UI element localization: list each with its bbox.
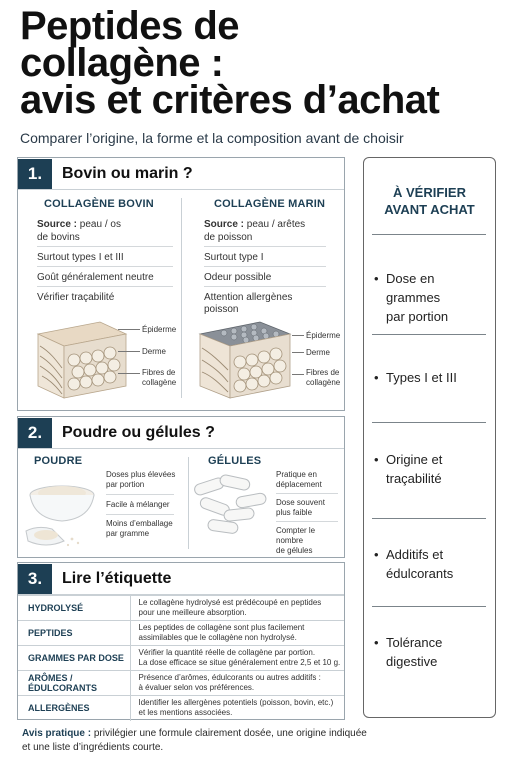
row-value-2: et les mentions associées. bbox=[138, 708, 233, 718]
row-value bbox=[130, 671, 344, 696]
row-value-2: pour une meilleure absorption. bbox=[138, 608, 247, 617]
capsules-point-2 bbox=[276, 498, 325, 518]
marin-source-text: peau / arêtes bbox=[246, 219, 306, 230]
powder-point-2: Facile à mélanger bbox=[106, 500, 170, 509]
note-label: Avis pratique : bbox=[22, 728, 92, 739]
row-key: GRAMMES PAR DOSE bbox=[18, 646, 130, 671]
leader-line bbox=[292, 374, 304, 375]
row-key: HYDROLYSÉ bbox=[18, 596, 130, 621]
table-row bbox=[18, 696, 344, 721]
capsules-point-1-a: Pratique en bbox=[276, 470, 317, 479]
checklist-title-2: AVANT ACHAT bbox=[384, 202, 475, 217]
title-line-1: Peptides de bbox=[20, 4, 240, 48]
capsules-illustration bbox=[190, 473, 272, 537]
divider bbox=[37, 286, 173, 287]
marin-heading: COLLAGÈNE MARIN bbox=[214, 198, 326, 210]
bovin-label-epidermis: Épiderme bbox=[142, 325, 177, 334]
bullet-icon: • bbox=[374, 452, 379, 467]
marin-label-fibers bbox=[306, 368, 340, 388]
checklist-title bbox=[364, 184, 495, 218]
section-number: 2. bbox=[18, 418, 52, 448]
row-value-2: assimilables que le collagène non hydrolysé. bbox=[138, 633, 297, 642]
divider bbox=[276, 493, 338, 494]
checklist-item-text: Types I et III bbox=[386, 370, 457, 385]
table-row bbox=[18, 646, 344, 671]
checklist-item bbox=[374, 368, 492, 387]
column-divider bbox=[188, 457, 189, 549]
bovin-traceability: Vérifier traçabilité bbox=[37, 292, 115, 303]
powder-point-3-b: par gramme bbox=[106, 529, 150, 538]
row-value-1: Vérifier la quantité réelle de collagène par portion. bbox=[138, 648, 316, 657]
checklist-title-1: À VÉRIFIER bbox=[393, 185, 466, 200]
table-row bbox=[18, 671, 344, 696]
divider bbox=[372, 518, 486, 519]
checklist-item bbox=[374, 450, 492, 488]
leader-line bbox=[118, 329, 140, 330]
divider bbox=[37, 266, 173, 267]
row-value bbox=[130, 621, 344, 646]
powder-point-3 bbox=[106, 519, 173, 539]
bovin-types: Surtout types I et III bbox=[37, 252, 124, 263]
bovin-taste: Goût généralement neutre bbox=[37, 272, 154, 283]
row-key: ARÔMES / ÉDULCORANTS bbox=[18, 671, 130, 696]
leader-line bbox=[118, 351, 140, 352]
title-line-2: collagène : bbox=[20, 41, 224, 85]
leader-line bbox=[292, 335, 304, 336]
capsules-point-3 bbox=[276, 526, 344, 556]
marin-source bbox=[204, 218, 305, 231]
marin-label-dermis: Derme bbox=[306, 348, 331, 357]
section-origin bbox=[17, 157, 345, 411]
checklist-item-text: Dose en grammes bbox=[386, 271, 441, 305]
marin-types: Surtout type I bbox=[204, 252, 264, 263]
marin-label-fibers-1: Fibres de bbox=[306, 368, 340, 377]
capsules-point-2-b: plus faible bbox=[276, 508, 313, 517]
divider bbox=[106, 514, 174, 515]
bovin-source-text-2: de bovins bbox=[37, 232, 80, 243]
row-value bbox=[130, 646, 344, 671]
bovin-skin-illustration bbox=[30, 316, 128, 404]
divider bbox=[372, 422, 486, 423]
capsules-point-1 bbox=[276, 470, 322, 490]
bullet-icon: • bbox=[374, 271, 379, 286]
bovin-label-fibers bbox=[142, 368, 176, 388]
bullet-icon: • bbox=[374, 370, 379, 385]
capsules-point-2-a: Dose souvent bbox=[276, 498, 325, 507]
section-number: 3. bbox=[18, 564, 52, 594]
checklist-item-text-2: par portion bbox=[386, 309, 449, 324]
marin-source-text-2: de poisson bbox=[204, 232, 253, 243]
section-title: Lire l’étiquette bbox=[62, 569, 172, 587]
title-line-3: avis et critères d’achat bbox=[20, 78, 440, 122]
section-number: 1. bbox=[18, 159, 52, 189]
divider bbox=[372, 234, 486, 235]
row-key: PEPTIDES bbox=[18, 621, 130, 646]
powder-point-1-a: Doses plus élevées bbox=[106, 470, 176, 479]
checklist-item-text: Additifs et bbox=[386, 547, 444, 562]
section-header bbox=[18, 158, 344, 190]
bovin-source-text: peau / os bbox=[79, 219, 121, 230]
divider bbox=[372, 606, 486, 607]
note-text-2: et une liste d’ingrédients courte. bbox=[22, 742, 164, 753]
section-header bbox=[18, 417, 344, 449]
row-value-1: Les peptides de collagène sont plus facilement bbox=[138, 623, 305, 632]
bovin-heading: COLLAGÈNE BOVIN bbox=[44, 198, 154, 210]
marin-source-label: Source : bbox=[204, 219, 245, 230]
divider bbox=[204, 266, 326, 267]
divider bbox=[204, 286, 326, 287]
powder-point-1-b: par portion bbox=[106, 480, 145, 489]
bovin-source-label: Source : bbox=[37, 219, 78, 230]
capsules-point-1-b: déplacement bbox=[276, 480, 322, 489]
marin-label-fibers-2: collagène bbox=[306, 378, 341, 387]
label-table bbox=[18, 595, 344, 721]
divider bbox=[372, 334, 486, 335]
leader-line bbox=[118, 373, 140, 374]
leader-line bbox=[292, 352, 304, 353]
page-subtitle: Comparer l’origine, la forme et la composition avant de choisir bbox=[20, 130, 404, 146]
checklist-item-text: Origine et bbox=[386, 452, 443, 467]
marin-label-epidermis: Épiderme bbox=[306, 331, 341, 340]
row-value-1: Le collagène hydrolysé est prédécoupé en peptides bbox=[138, 598, 322, 607]
powder-heading: POUDRE bbox=[34, 455, 83, 467]
marin-allergens-1: Attention allergènes bbox=[204, 292, 293, 303]
divider bbox=[106, 494, 174, 495]
row-key: ALLERGÈNES bbox=[18, 696, 130, 721]
bovin-label-dermis: Derme bbox=[142, 347, 167, 356]
checklist-item-text-2: édulcorants bbox=[386, 566, 454, 581]
row-value-1: Identifier les allergènes potentiels (poisson, bovin, etc.) bbox=[138, 698, 334, 708]
bullet-icon: • bbox=[374, 547, 379, 562]
page-title bbox=[20, 4, 500, 122]
bovin-label-fibers-1: Fibres de bbox=[142, 368, 176, 377]
row-value-2: à évaluer selon vos préférences. bbox=[138, 683, 255, 692]
bovin-label-fibers-2: collagène bbox=[142, 378, 177, 387]
checklist-item bbox=[374, 269, 492, 326]
capsules-point-3-a: Compter le nombre bbox=[276, 526, 316, 545]
checklist-panel bbox=[363, 157, 496, 718]
section-header bbox=[18, 563, 344, 595]
row-value bbox=[130, 696, 344, 721]
checklist-item bbox=[374, 633, 492, 671]
bovin-source bbox=[37, 218, 121, 231]
checklist-item-text-2: digestive bbox=[386, 654, 438, 669]
row-value bbox=[130, 596, 344, 621]
section-title: Poudre ou gélules ? bbox=[62, 423, 215, 441]
table-row bbox=[18, 596, 344, 621]
marin-skin-illustration bbox=[194, 318, 294, 404]
checklist-item bbox=[374, 545, 492, 583]
powder-point-3-a: Moins d’emballage bbox=[106, 519, 173, 528]
divider bbox=[204, 246, 326, 247]
marin-smell: Odeur possible bbox=[204, 272, 272, 283]
bullet-icon: • bbox=[374, 635, 379, 650]
checklist-item-text: Tolérance bbox=[386, 635, 443, 650]
row-value-1: Présence d’arômes, édulcorants ou autres additifs : bbox=[138, 673, 321, 682]
table-row bbox=[18, 621, 344, 646]
powder-point-1 bbox=[106, 470, 175, 490]
section-form bbox=[17, 416, 345, 558]
practical-note bbox=[22, 727, 382, 755]
capsules-point-3-b: de gélules bbox=[276, 546, 313, 555]
powder-bowl-illustration bbox=[24, 469, 100, 553]
divider bbox=[37, 246, 173, 247]
note-text-1: privilégier une formule clairement dosée, une origine indiquée bbox=[91, 728, 367, 739]
section-label bbox=[17, 562, 345, 720]
marin-allergens-2: poisson bbox=[204, 304, 239, 315]
row-value-2: La dose efficace se situe généralement entre 2,5 et 10 g. bbox=[138, 658, 341, 667]
capsules-heading: GÉLULES bbox=[208, 455, 262, 467]
column-divider bbox=[181, 198, 182, 398]
section-title: Bovin ou marin ? bbox=[62, 164, 193, 182]
checklist-item-text-2: traçabilité bbox=[386, 471, 442, 486]
divider bbox=[276, 521, 338, 522]
